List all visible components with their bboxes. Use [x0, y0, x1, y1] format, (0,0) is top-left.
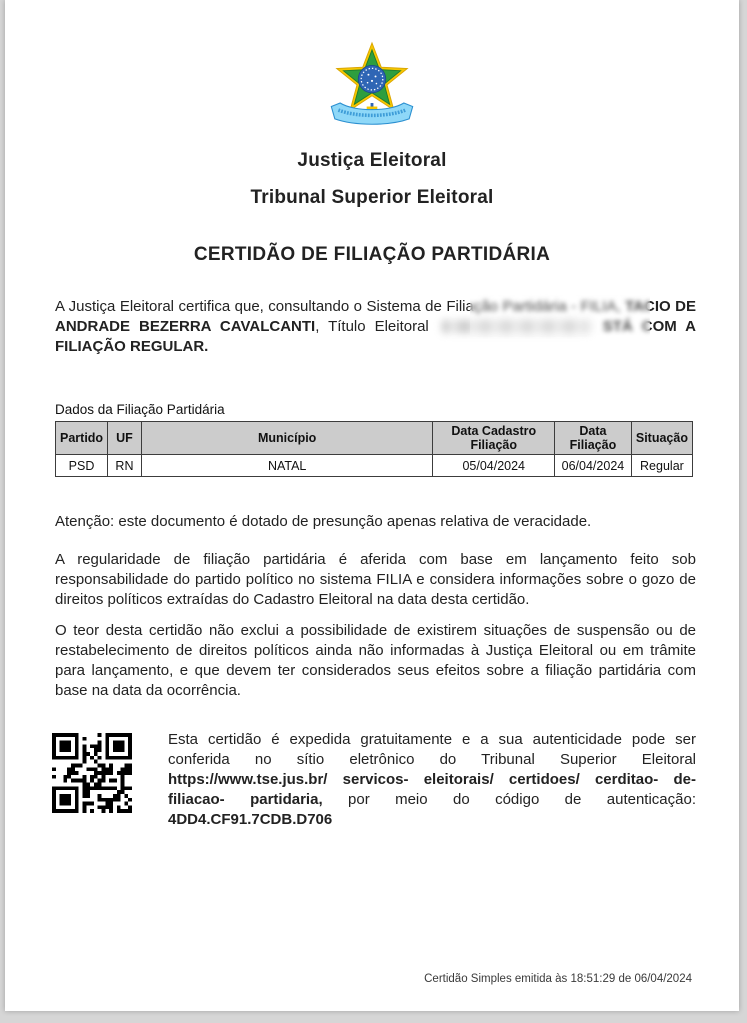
authenticity-section — [5, 730, 739, 828]
col-header-partido: Partido — [56, 422, 108, 455]
cell-data-filiacao: 06/04/2024 — [555, 455, 632, 477]
qr-code-icon — [52, 733, 132, 813]
cell-uf: RN — [108, 455, 142, 477]
brazil-coat-of-arms-icon — [320, 34, 424, 126]
col-header-data-cadastro: Data Cadastro Filiação — [433, 422, 555, 455]
intro-text-before-name: A Justiça Eleitoral certifica que, consultando o Sistema de Filiação Partidária - FILIA, — [55, 298, 626, 315]
filiacao-table-header-row — [56, 422, 693, 455]
intro-bold-tail: STÁ COM A FILIAÇÃO REGULAR. — [55, 318, 697, 355]
auth-text-after-url: por meio do código de autenticação: — [322, 791, 697, 808]
certificate-page — [5, 0, 739, 1011]
notice-paragraph-2: A regularidade de filiação partidária é aferida com base em lançamento feito sob responsabilidade do partido político no sistema FILIA e considera informações sobre o gozo de direitos políticos extraídas do Cadastro Eleitoral na data desta certidão. — [55, 551, 696, 608]
verification-url: https://www.tse.jus.br/ servicos- eleitorais/ certidoes/ cerditao- de- filiacao- partidaria, — [168, 771, 696, 808]
org-name-line1: Justiça Eleitoral — [297, 150, 447, 171]
emission-timestamp: Certidão Simples emitida às 18:51:29 de 06/04/2024 — [424, 973, 692, 985]
cell-partido: PSD — [56, 455, 108, 477]
filiacao-table-data-row — [56, 455, 693, 477]
notice-paragraph-3: O teor desta certidão não exclui a possibilidade de existirem situações de suspensão ou de restabelecimento de direitos políticos ainda não informadas à Justiça Eleitoral ou em trâmite para lançamento, e que devem ter considerados seus efeitos sobre a filiação partidária com base na data da ocorrência. — [55, 622, 696, 699]
authenticity-text — [168, 730, 696, 830]
auth-text-before-url: Esta certidão é expedida gratuitamente e a sua autenticidade pode ser conferida no sítio eletrônico do Tribunal Superior Eleitoral — [168, 731, 696, 768]
intro-text-after-name: , Título Eleitoral — [315, 318, 429, 335]
cell-municipio: NATAL — [141, 455, 433, 477]
citizen-name: TACIO DE ANDRADE BEZERRA CAVALCANTI — [55, 298, 696, 335]
col-header-situacao: Situação — [631, 422, 692, 455]
authentication-code: 4DD4.CF91.7CDB.D706 — [168, 811, 333, 828]
page-title: CERTIDÃO DE FILIAÇÃO PARTIDÁRIA — [193, 244, 551, 265]
col-header-uf: UF — [108, 422, 142, 455]
col-header-municipio: Município — [141, 422, 433, 455]
intro-paragraph — [55, 297, 696, 357]
org-name-line2: Tribunal Superior Eleitoral — [250, 187, 494, 208]
redacted-voter-id — [442, 320, 590, 333]
filiacao-section-label: Dados da Filiação Partidária — [55, 402, 225, 417]
notice-paragraph-1: Atenção: este documento é dotado de presunção apenas relativa de veracidade. — [55, 513, 592, 530]
emblem-wrapper — [5, 34, 739, 131]
filiacao-section — [55, 402, 693, 477]
col-header-data-filiacao: Data Filiação — [555, 422, 632, 455]
cell-data-cadastro: 05/04/2024 — [433, 455, 555, 477]
filiacao-table — [55, 421, 693, 477]
cell-situacao: Regular — [631, 455, 692, 477]
